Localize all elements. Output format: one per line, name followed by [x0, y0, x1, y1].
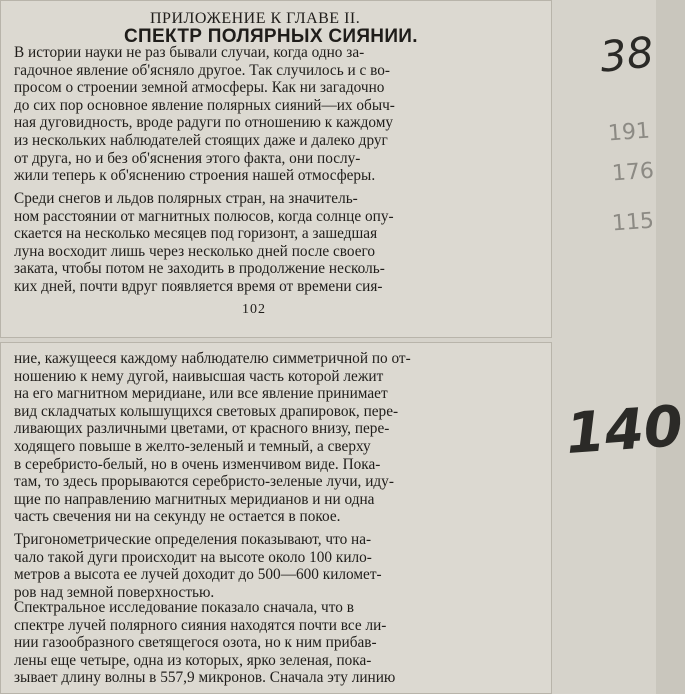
- text-line: ливающих различными цветами, от красного внизу, пере-: [14, 420, 390, 438]
- text-line: зывает длину волны в 557,9 микронов. Сначала эту линию: [14, 669, 396, 687]
- text-line: ная дуговидность, вроде радуги по отношению к каждому: [14, 114, 394, 132]
- text-line: часть свечения ни на секунду не остается в покое.: [14, 508, 341, 526]
- text-line: Тригонометрические определения показывают, что на-: [14, 531, 372, 548]
- paragraph-trigonometry: [14, 531, 542, 601]
- text-line: ношению к нему дугой, наивысшая часть которой лежит: [14, 367, 384, 385]
- text-line: гадочное явление об'ясняло другое. Так случилось и с во-: [14, 61, 390, 79]
- text-line: заката, чтобы потом не заходить в продолжение несколь-: [14, 260, 385, 278]
- text-line: лены еще четыре, одна из которых, ярко зеленая, пока-: [14, 651, 372, 669]
- text-line: Среди снегов и льдов полярных стран, на значитель-: [14, 190, 358, 207]
- text-line: от друга, но и без об'яснения этого факта, они послу-: [14, 149, 361, 167]
- margin-note-handwritten: 38: [597, 27, 656, 82]
- text-line: до сих пор основное явление полярных сияний—их обыч-: [14, 96, 395, 114]
- margin-note-handwritten: 140: [563, 394, 685, 467]
- text-line: В истории науки не раз бывали случаи, когда одно за-: [14, 44, 365, 61]
- margin-note-handwritten: 115: [611, 208, 655, 237]
- margin-note-handwritten: 176: [611, 158, 655, 187]
- text-line: скается на несколько месяцев под горизонт, а зашедшая: [14, 225, 378, 243]
- text-line: вид складчатых колышущихся световых драпировок, пере-: [14, 402, 399, 420]
- page-number: 102: [242, 302, 266, 317]
- paragraph-polar-regions: [14, 190, 542, 296]
- text-line: спектре лучей полярного сияния находятся почти все ли-: [14, 616, 387, 634]
- text-line: нии газообразного светящегося озота, но к ним прибав-: [14, 634, 377, 652]
- text-line: там, то здесь прорываются серебристо-зеленые лучи, иду-: [14, 473, 394, 491]
- text-line: на его магнитном меридиане, или все явление принимает: [14, 385, 388, 403]
- text-line: чало такой дуги происходит на высоте около 100 кило-: [14, 548, 372, 566]
- section-title: СПЕКТР ПОЛЯРНЫХ СИЯНИИ.: [124, 26, 418, 47]
- appendix-heading: ПРИЛОЖЕНИЕ К ГЛАВЕ II.: [150, 10, 361, 27]
- text-line: ких дней, почти вдруг появляется время от времени сия-: [14, 277, 383, 295]
- text-line: Спектральное исследование показало сначала, что в: [14, 599, 354, 616]
- paragraph-spectral-analysis: [14, 599, 542, 687]
- text-line: ров над земной поверхностью.: [14, 583, 215, 601]
- text-line: в серебристо-белый, но в очень изменчивом виде. Пока-: [14, 455, 381, 473]
- paragraph-history: [14, 44, 542, 185]
- paragraph-aurora-description: [14, 350, 542, 526]
- text-line: метров а высота ее лучей доходит до 500—600 километ-: [14, 566, 382, 584]
- text-line: луна восходит лишь через несколько дней после своего: [14, 242, 376, 260]
- text-line: просом о строении земной атмосферы. Как ни загадочно: [14, 79, 385, 97]
- bottom-clipping: [0, 342, 552, 694]
- text-line: ходящего повыше в желто-зеленый и темный, а сверху: [14, 437, 371, 455]
- text-line: из нескольких наблюдателей стоящих даже и далеко друг: [14, 131, 388, 149]
- text-line: щие по направлению магнитных меридианов и ни одна: [14, 490, 375, 508]
- text-line: ном расстоянии от магнитных полюсов, когда солнце опу-: [14, 207, 394, 225]
- top-clipping: [0, 0, 552, 338]
- text-line: ние, кажущееся каждому наблюдателю симметричной по от-: [14, 350, 411, 367]
- margin-note-handwritten: 191: [607, 118, 651, 147]
- text-line: жили теперь к об'яснению строения нашей отмосферы.: [14, 167, 376, 185]
